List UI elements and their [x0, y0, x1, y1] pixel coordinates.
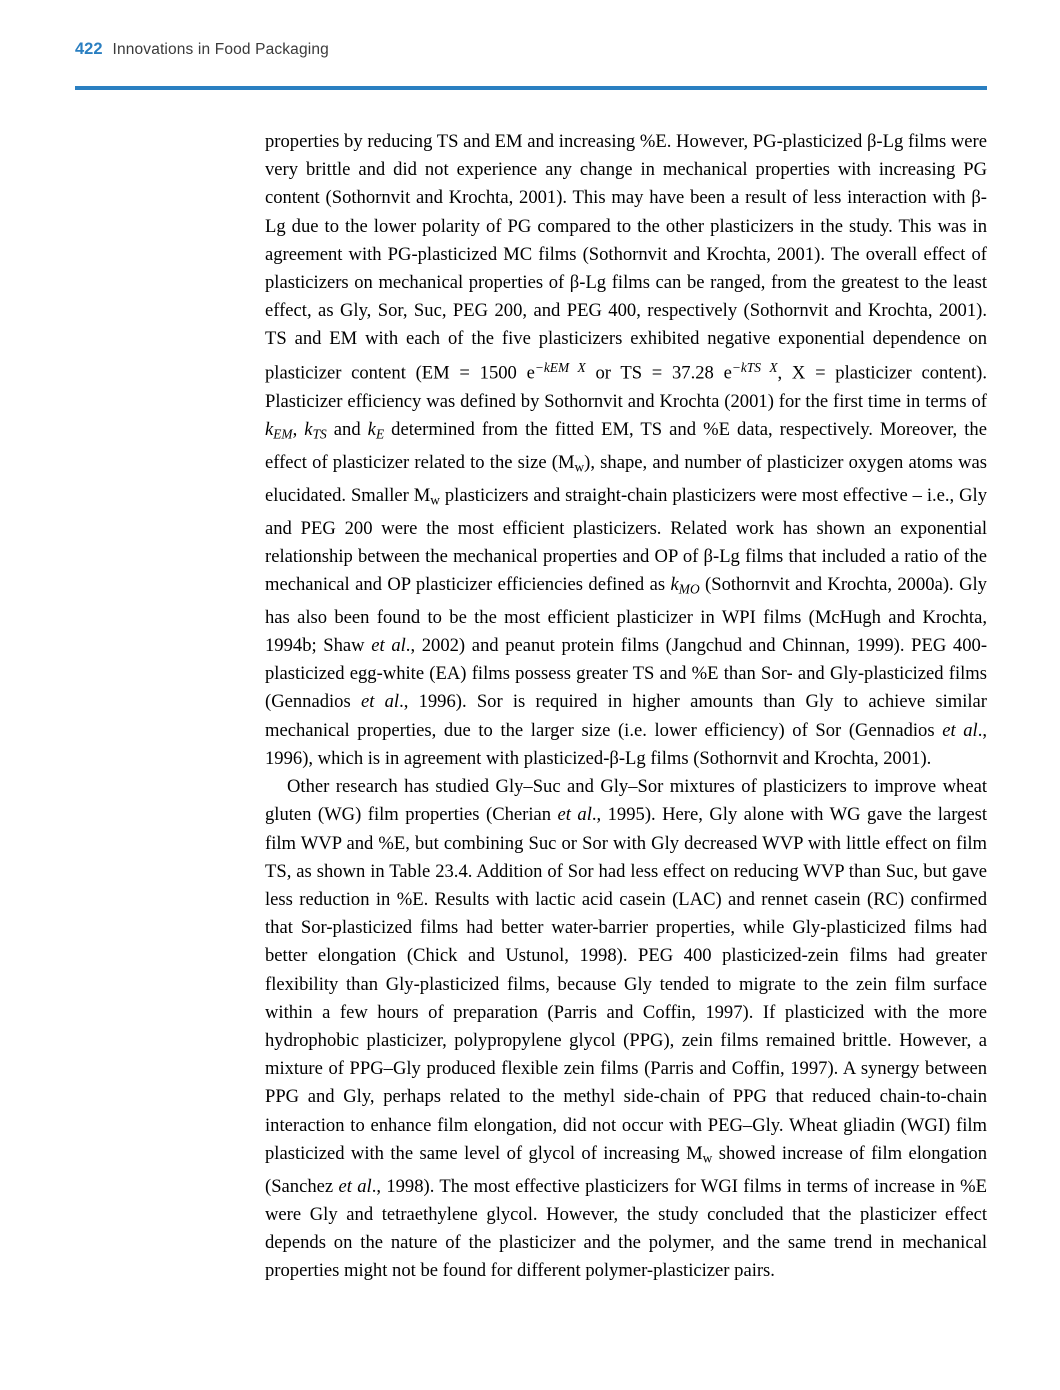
p1-etal-3: et al — [942, 719, 978, 741]
header-rule — [75, 86, 987, 90]
p1-symbol-k-ts: k — [304, 418, 313, 440]
p1-symbol-k-em: k — [265, 418, 274, 440]
p1-text-e: , X = plasticizer content). Plasticizer efficiency was defined by Sothornvit and Krochta (2001) for the first time in terms of — [265, 362, 988, 412]
p1-text-c: or TS = 37.28 e — [585, 362, 732, 384]
p2-etal-2: et al — [338, 1175, 372, 1197]
page-header — [75, 40, 985, 59]
p2-text-a: Other research has studied Gly–Suc and Gly–Sor mixtures of plasticizers to improve wheat gluten (WG) film properties (Cherian — [265, 776, 987, 826]
p1-etal-2: et al — [360, 691, 400, 713]
p1-text-a: properties by reducing TS and EM and increasing %E. However, PG-plasticized β-Lg films were very brittle and did not experience any change in mechanical properties with increasing PG content (Sothornvit and Krochta, 2001). This may have been a result of less interaction with β-Lg due to the lower polarity of PG compared to the other plasticizers in the study. This was in agreement with PG-plasticized MC films (Sothornvit and Krochta, 2001). The overall effect of plasticizers on mechanical properties of β-Lg films can be ranged, from the greatest to the least effect, as Gly, Sor, Suc, PEG 200, and PEG 400, respectively (Sothornvit and Krochta, 2001). TS and EM with each of the five plasticizers exhibited negative exponential dependence on plasticizer content (EM = 1500 e — [265, 131, 987, 384]
p1-text-i: and — [326, 418, 368, 440]
p1-text-k: determined from the fitted EM, TS and %E data, respectively. Moreover, the effect of plasticizer related to the size (M — [265, 418, 987, 473]
p2-etal-1: et al — [557, 804, 592, 826]
p1-exponent-kts: −kTS X — [731, 359, 778, 375]
p1-text-m: ), shape, and number of plasticizer oxygen atoms was elucidated. Smaller M — [265, 451, 987, 506]
paragraph-1 — [265, 128, 987, 773]
p1-symbol-k-mo: k — [670, 573, 679, 595]
p1-subscript-mw-1: w — [574, 459, 585, 475]
p1-text-g: , — [292, 418, 305, 440]
p1-etal-1: et al — [371, 635, 406, 657]
p2-text-e: showed increase of film elongation (Sanchez — [265, 1142, 987, 1197]
p1-symbol-k-e: k — [367, 418, 376, 440]
p1-text-q: (Sothornvit and Krochta, 2000a). Gly has also been found to be the most efficient plasticizer in WPI films (McHugh and Krochta, 1994b; Shaw — [265, 573, 987, 657]
page-body — [265, 128, 987, 1285]
p1-text-s: ., 2002) and peanut protein films (Jangchud and Chinnan, 1999). PEG 400-plasticized egg-white (EA) films possess greater TS and %E than Sor- and Gly-plasticized films (Gennadios — [265, 635, 988, 713]
p2-text-g: ., 1998). The most effective plasticizers for WGI films in terms of increase in %E were Gly and tetraethylene glycol. However, the study concluded that the plasticizer effect depends on the nature of the plasticizer and the polymer, and the same trend in mechanical properties might not be found for different polymer-plasticizer pairs. — [265, 1175, 987, 1282]
p2-text-c: ., 1995). Here, Gly alone with WG gave the largest film WVP and %E, but combining Suc or Sor with Gly decreased WVP with little effect on film TS, as shown in Table 23.4. Addition of Sor had less effect on reducing WVP than Suc, but gave less reduction in %E. Results with lactic acid casein (LAC) and rennet casein (RC) confirmed that Sor-plasticized films had better water-barrier properties, while Gly-plasticized films had better elongation (Chick and Ustunol, 1998). PEG 400 plasticized-zein films had greater flexibility than Gly-plasticized films, because Gly tended to migrate to the zein film surface within a few hours of preparation (Parris and Coffin, 1997). If plasticized with the more hydrophobic plasticizer, polypropylene glycol (PPG), zein films remained brittle. However, a mixture of PPG–Gly produced flexible zein films (Parris and Coffin, 1997). A synergy between PPG and Gly, perhaps related to the methyl side-chain of PPG that reduced chain-to-chain interaction to enhance film elongation, did not occur with PEG–Gly. Wheat gliadin (WGI) film plasticized with the same level of glycol of increasing M — [265, 804, 987, 1164]
p1-exponent-kem: −kEM X — [534, 359, 586, 375]
p1-text-w: ., 1996), which is in agreement with plasticized-β-Lg films (Sothornvit and Krochta, 2001). — [265, 719, 988, 769]
p1-subscript-mw-2: w — [430, 492, 440, 508]
p1-subscript-e: E — [375, 426, 385, 442]
p1-text-o: plasticizers and straight-chain plasticizers were most effective – i.e., Gly and PEG 200 were the most efficient plasticizers. Related work has shown an exponential relationship between the mechanical properties and OP of β-Lg films that included a ratio of the mechanical and OP plasticizer efficiencies defined as — [265, 484, 988, 595]
p2-subscript-mw: w — [702, 1150, 713, 1166]
book-title: Innovations in Food Packaging — [112, 41, 329, 58]
p1-subscript-mo: MO — [678, 581, 700, 597]
p1-text-u: ., 1996). Sor is required in higher amounts than Gly to achieve similar mechanical properties, due to the larger size (i.e. lower efficiency) of Sor (Gennadios — [265, 691, 987, 741]
p1-subscript-ts: TS — [312, 426, 327, 442]
paragraph-2 — [265, 773, 987, 1285]
page-number: 422 — [75, 40, 103, 58]
p1-subscript-em: EM — [273, 426, 293, 442]
